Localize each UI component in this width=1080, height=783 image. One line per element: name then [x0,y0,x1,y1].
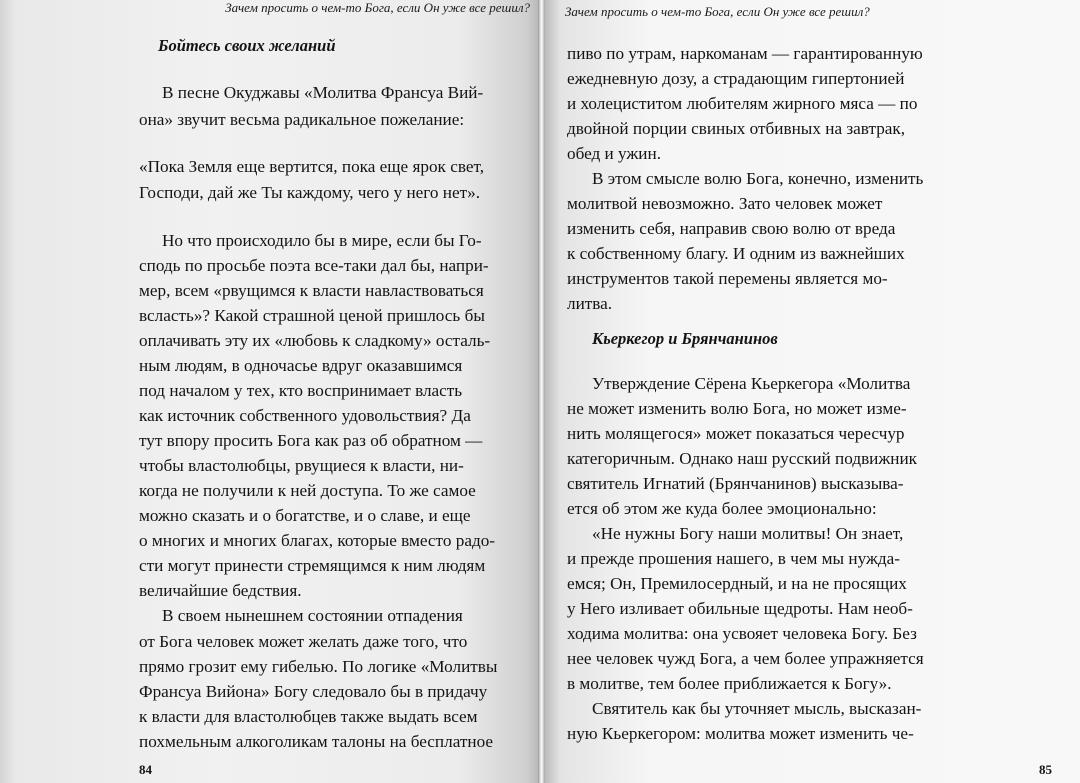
text-line: В этом смысле волю Бога, конечно, изменить [592,169,924,188]
text-line: к собственному благу. И одним из важнейших [567,244,905,263]
text-line: оплачивать эту их «любовь к сладкому» осталь- [139,331,491,350]
text-line: пиво по утрам, наркоманам — гарантированную [567,44,923,63]
text-line: мер, всем «рвущимся к власти навластвоваться [139,281,484,300]
text-line: ется об этом же куда более эмоционально: [567,499,877,518]
text-line: нее человек чужд Бога, а чем более упражняется [567,649,924,668]
text-line: святитель Игнатий (Брянчанинов) высказыва- [567,474,904,493]
text-line: в молитве, тем более приближается к Богу». [567,674,892,693]
text-line: похмельным алкоголикам талоны на бесплатное [139,732,494,751]
text-line: прямо грозит ему гибелью. По логике «Молитвы [139,657,498,676]
text-line: двойной порции свиных отбивных на завтрак, [567,119,906,138]
text-line: можно сказать и о богатстве, и о славе, и еще [139,506,471,525]
text-line: под началом у тех, кто воспринимает власть [139,381,463,400]
text-line: чтобы властолюбцы, рвущиеся к власти, ни- [139,456,464,475]
text-line: как источник собственного удовольствия? Да [139,406,471,425]
text-line: не может изменить волю Бога, но может изме- [567,399,907,418]
text-line: о многих и многих благах, которые вместо радо- [139,531,496,550]
book-gutter [538,0,545,783]
right-page [545,0,1080,783]
text-line: категоричным. Однако наш русский подвижник [567,449,918,468]
section-heading: Кьеркегор и Брянчанинов [592,329,778,348]
text-line: ежедневную дозу, а страдающим гипертонией [567,69,905,88]
text-line: к власти для властолюбцев также выдать всем [139,707,478,726]
text-line: и прежде прошения нашего, в чем мы нужда- [567,549,900,568]
text-line: изменить себя, направив свою волю от вреда [567,219,896,238]
running-head-left: Зачем просить о чем-то Бога, если Он уже все решил? [225,0,530,15]
text-line: тут впору просить Бога как раз об обратном — [139,431,483,450]
text-line: сти могут принести стремящимся к ним людям [139,556,486,575]
text-line: всласть»? Какой страшной ценой пришлось бы [139,306,485,325]
text-line: и холециститом любителям жирного мяса — по [567,94,918,113]
running-head-right: Зачем просить о чем-то Бога, если Он уже все решил? [565,4,870,19]
text-line: когда не получили к ней доступа. То же самое [139,481,476,500]
text-line: молитвой невозможно. Зато человек может [567,194,883,213]
text-line: Святитель как бы уточняет мысль, высказан- [592,699,922,718]
text-line: инструментов такой перемены является мо- [567,269,888,288]
text-line: Франсуа Вийона» Богу следовало бы в придачу [139,682,488,701]
text-line: В песне Окуджавы «Молитва Франсуа Вий- [162,83,484,102]
text-line: ную Кьеркегором: молитва может изменить че- [567,724,914,743]
text-line: она» звучит весьма радикальное пожелание: [139,110,465,129]
text-line: В своем нынешнем состоянии отпадения [162,606,463,625]
page-number-left: 84 [139,762,152,777]
text-line: литва. [567,294,613,313]
text-line: Господи, дай же Ты каждому, чего у него нет». [139,183,481,202]
text-line: ным людям, в одночасье вдруг оказавшимся [139,356,463,375]
text-line: нить молящегося» может показаться чересчур [567,424,905,443]
text-line: Но что происходило бы в мире, если бы Го- [162,231,482,250]
text-line: Утверждение Сёрена Кьеркегора «Молитва [592,374,911,393]
text-line: «Не нужны Богу наши молитвы! Он знает, [592,524,904,543]
page-number-right: 85 [1039,762,1052,777]
text-line: сподь по просьбе поэта все-таки дал бы, напри- [139,256,489,275]
text-line: ходима молитва: она усвояет человека Богу. Без [567,624,917,643]
text-line: величайшие бедствия. [139,581,302,600]
left-page [0,0,538,783]
text-line: от Бога человек может желать даже того, что [139,632,468,651]
text-line: емся; Он, Премилосердный, и на не просящих [567,574,907,593]
text-line: у Него изливает обильные щедроты. Нам необ- [567,599,913,618]
text-line: обед и ужин. [567,144,661,163]
text-line: «Пока Земля еще вертится, пока еще ярок свет, [139,157,484,176]
section-heading: Бойтесь своих желаний [158,36,336,55]
